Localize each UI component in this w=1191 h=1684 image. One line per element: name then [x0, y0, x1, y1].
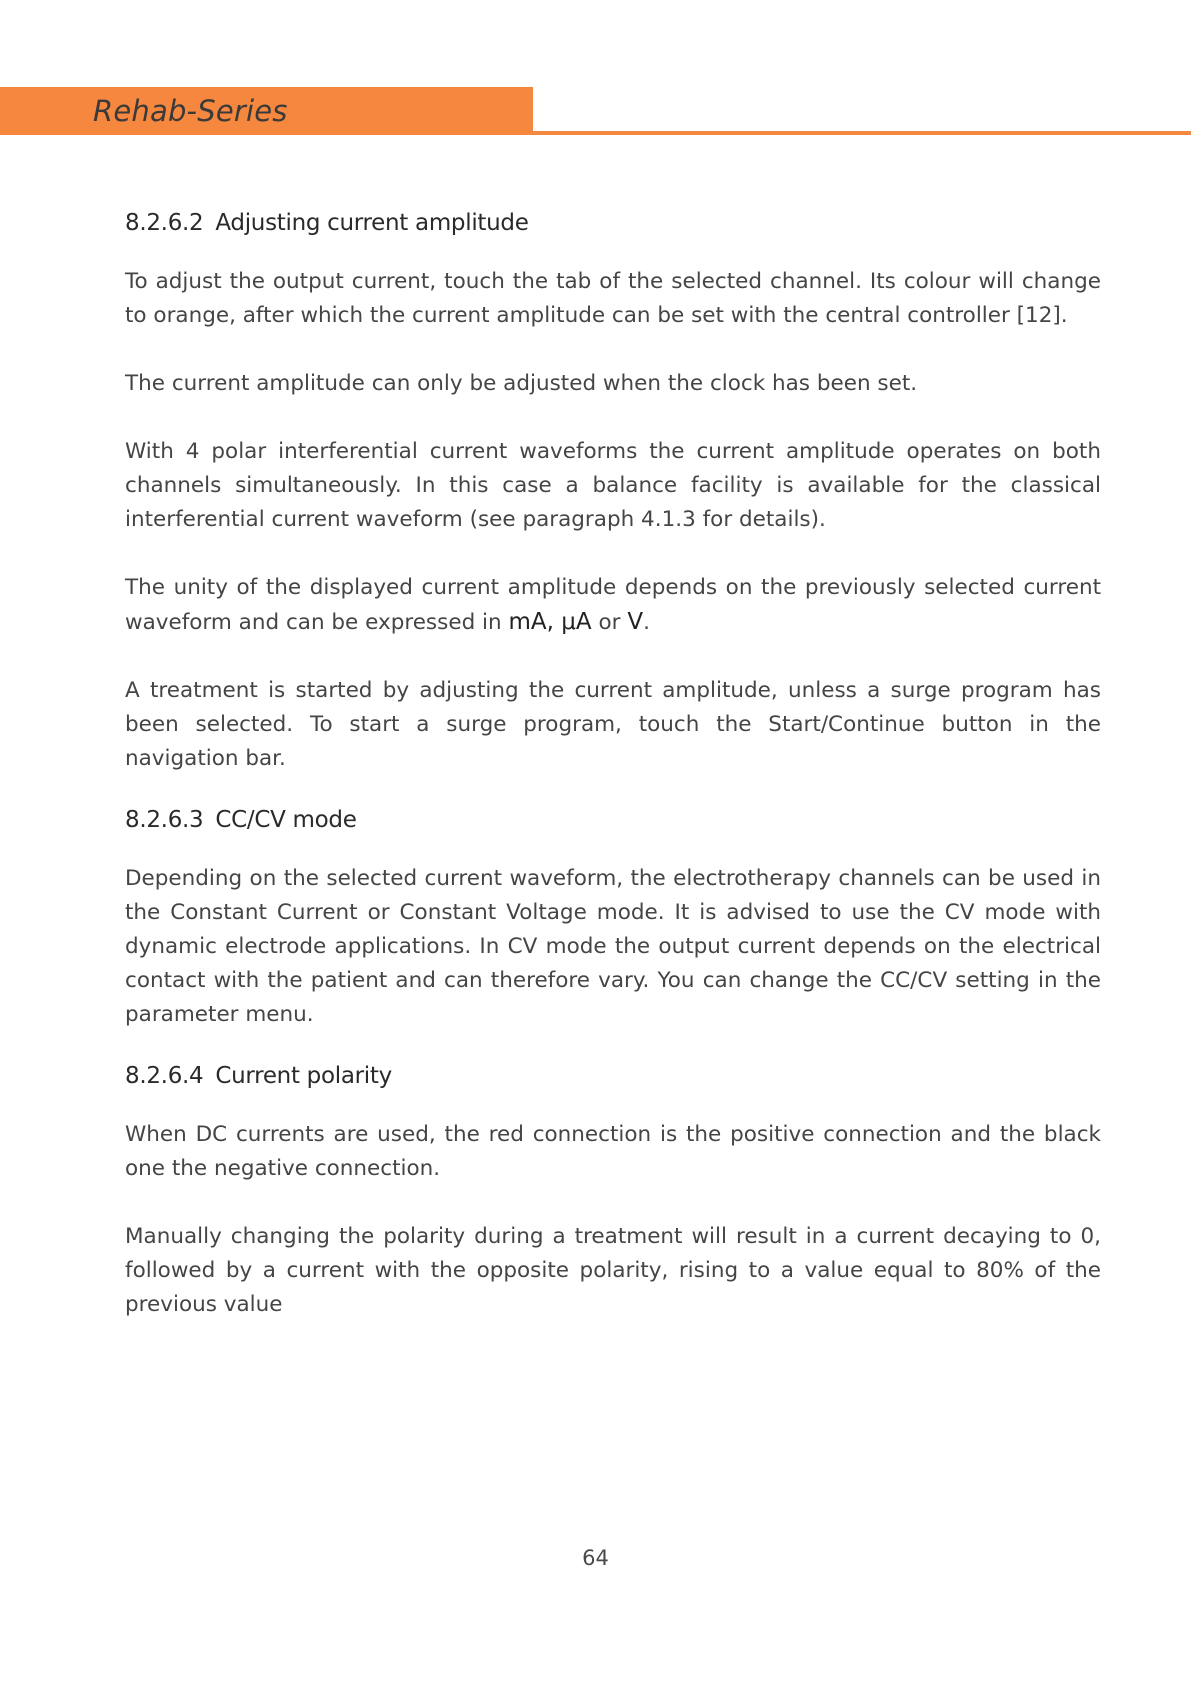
- section-number: 8.2.6.2: [125, 210, 204, 236]
- page-content: [125, 205, 1101, 1356]
- section-title: Adjusting current amplitude: [215, 210, 529, 236]
- paragraph: The current amplitude can only be adjusted when the clock has been set.: [125, 371, 918, 396]
- paragraph: Manually changing the polarity during a treatment will result in a current decaying to 0, followed by a current with the opposite polarity, rising to a value equal to 80% of the previous value: [125, 1224, 1101, 1317]
- section-heading-8-2-6-4: [125, 1058, 1101, 1094]
- section-heading-8-2-6-2: [125, 205, 1101, 241]
- section-title: Current polarity: [215, 1063, 392, 1089]
- running-header-title: Rehab-Series: [93, 94, 288, 128]
- unit-v: V: [627, 609, 644, 635]
- paragraph-units: The unity of the displayed current amplitude depends on the previously selected current waveform and can be expressed in mA, μA or V.: [125, 575, 1101, 635]
- unit-ma-ua: mA, μA: [508, 609, 592, 635]
- paragraph: Depending on the selected current waveform, the electrotherapy channels can be used in the Constant Current or Constant Voltage mode. It is advised to use the CV mode with dynamic electrode applications. In CV mode the output current depends on the electrical contact with the patient and can therefore vary. You can change the CC/CV setting in the parameter menu.: [125, 866, 1101, 1027]
- header-rule: [533, 131, 1191, 135]
- section-number: 8.2.6.3: [125, 807, 204, 833]
- page-number: 64: [582, 1546, 609, 1570]
- paragraph: A treatment is started by adjusting the current amplitude, unless a surge program has been selected. To start a surge program, touch the Start/Continue button in the navigation bar.: [125, 678, 1101, 771]
- paragraph: With 4 polar interferential current waveforms the current amplitude operates on both channels simultaneously. In this case a balance facility is available for the classical interferential current waveform (see paragraph 4.1.3 for details).: [125, 439, 1101, 532]
- paragraph: When DC currents are used, the red connection is the positive connection and the black one the negative connection.: [125, 1122, 1101, 1181]
- section-number: 8.2.6.4: [125, 1063, 204, 1089]
- paragraph-text: The unity of the displayed current amplitude depends on the previously selected current waveform and can be expressed in: [125, 575, 1101, 635]
- paragraph: To adjust the output current, touch the tab of the selected channel. Its colour will change to orange, after which the current amplitude can be set with the central controller [12].: [125, 269, 1101, 328]
- section-heading-8-2-6-3: [125, 802, 1101, 838]
- unit-or: or: [598, 610, 621, 635]
- section-title: CC/CV mode: [215, 807, 357, 833]
